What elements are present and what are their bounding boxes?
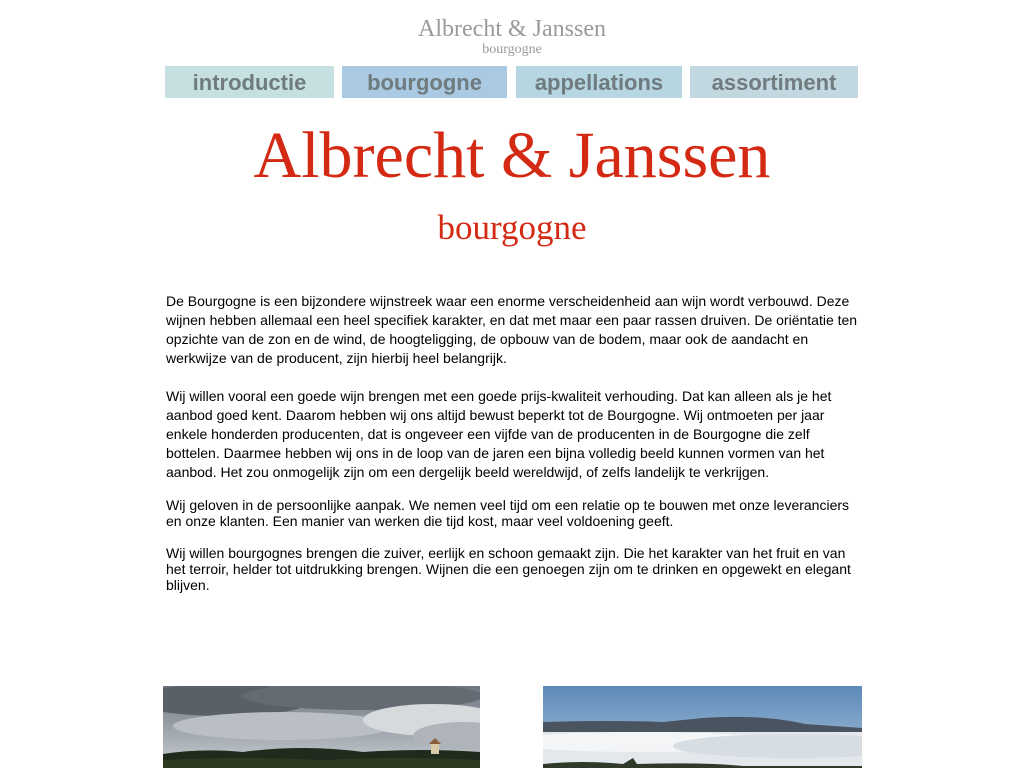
paragraph: Wij geloven in de persoonlijke aanpak. We nemen veel tijd om een relatie op te bouwen met onze leveranciers en onze klanten. Een manier van werken die tijd kost, maar veel voldoening geeft. xyxy=(166,497,850,529)
tab-introductie[interactable]: introductie xyxy=(165,66,334,98)
paragraph: Wij willen bourgognes brengen die zuiver, eerlijk en schoon gemaakt zijn. Die het karakter van het fruit en van het terroir, helder tot uitdrukking brengen. Wijnen die een genoegen zijn om te drinken en opgewekt en elegant blijven. xyxy=(166,545,851,593)
site-logo[interactable] xyxy=(0,15,1024,57)
paragraph: Wij willen vooral een goede wijn brengen met een goede prijs-kwaliteit verhouding. Dat kan alleen als je het aanbod goed kent. Daarom hebben wij ons altijd bewust beperkt tot de Bourgogne. Wij ontmoeten per jaar enkele honderden producenten, dat is ongeveer een vijfde van de producenten in de Bourgogne die zelf bottelen. Daarmee hebben wij ons in de loop van de jaren een bijna volledig beeld kunnen vormen van het aanbod. Het zou onmogelijk zijn om een dergelijk beeld wereldwijd, of zelfs landelijk te verkrijgen. xyxy=(166,388,832,480)
logo-title: Albrecht & Janssen xyxy=(418,16,606,42)
main-nav xyxy=(165,66,858,98)
page-subtitle: bourgogne xyxy=(437,208,587,247)
intro-text xyxy=(166,292,862,593)
paragraph: De Bourgogne is een bijzondere wijnstreek waar een enorme verscheidenheid aan wijn wordt verbouwd. Deze wijnen hebben allemaal een heel specifiek karakter, en dat met maar een paar rassen druiven. De oriëntatie ten opzichte van de zon en de wind, de hoogteligging, de opbouw van de bodem, maar ook de aandacht en werkwijze van de producent, zijn hierbij heel belangrijk. xyxy=(166,293,858,366)
landscape-photo-left xyxy=(163,686,480,768)
tab-assortiment[interactable]: assortiment xyxy=(690,66,858,98)
landscape-photo-right xyxy=(543,686,862,768)
tab-appellations[interactable]: appellations xyxy=(516,66,682,98)
logo-subtitle: bourgogne xyxy=(482,42,542,57)
page-title: Albrecht & Janssen xyxy=(253,119,771,192)
tab-bourgogne[interactable]: bourgogne xyxy=(342,66,507,98)
